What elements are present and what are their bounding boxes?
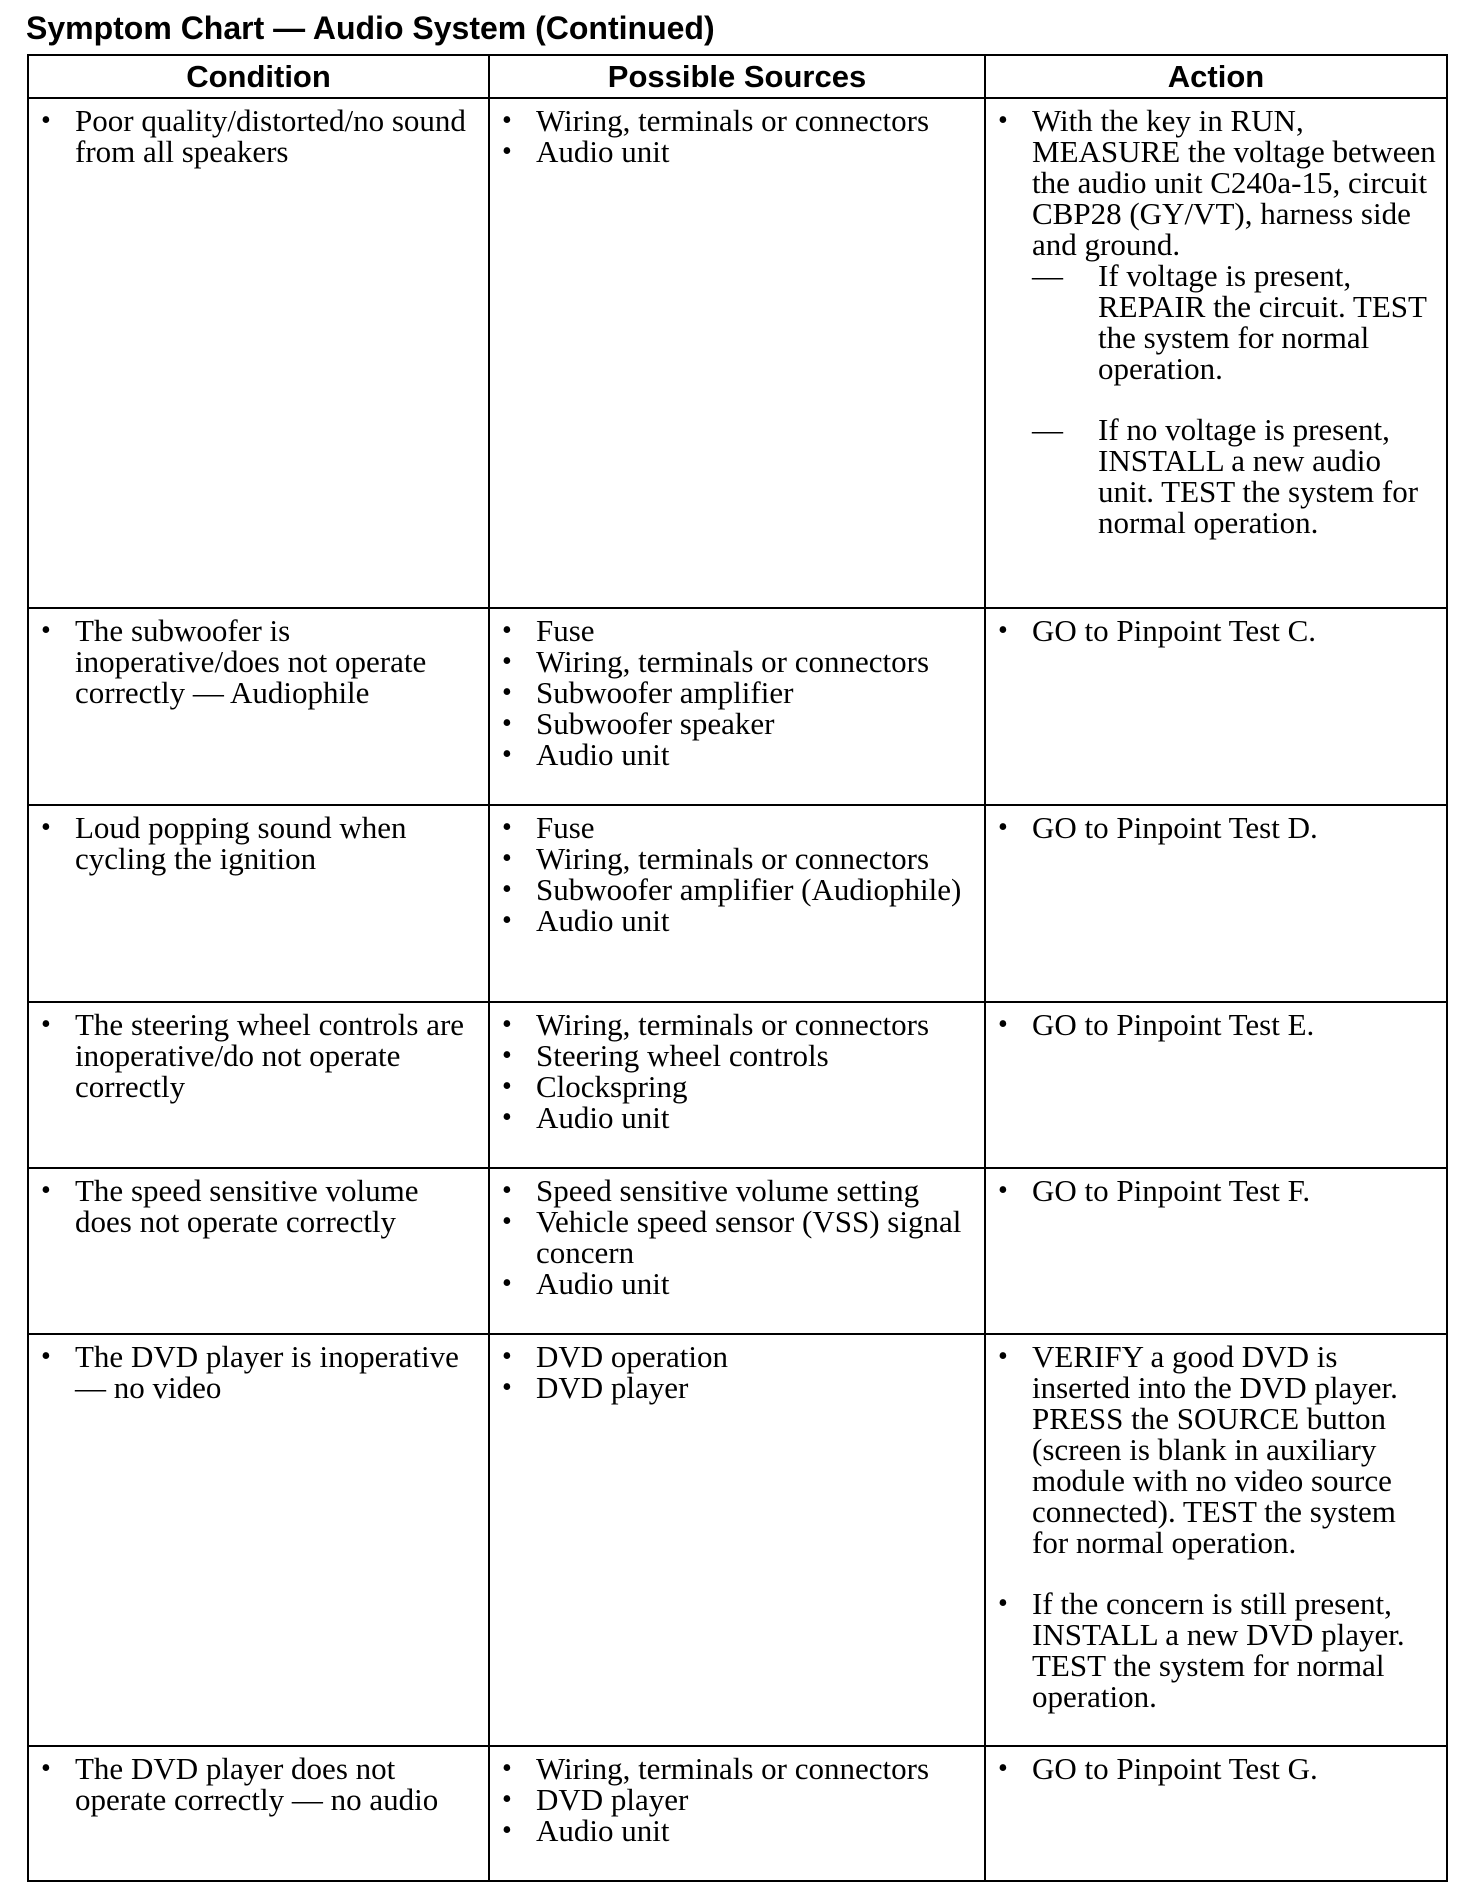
action-cell	[985, 608, 1447, 805]
source-item: • DVD player	[490, 1784, 974, 1815]
table-row	[28, 98, 1447, 608]
table-row	[28, 805, 1447, 1002]
symptom-chart-table	[27, 54, 1448, 1882]
action-subitem: — If voltage is present, REPAIR the circuit. TEST the system for normal operation.	[1032, 260, 1436, 384]
action-cell	[985, 805, 1447, 1002]
source-item: • Steering wheel controls	[490, 1040, 974, 1071]
source-item: • Audio unit	[490, 905, 974, 936]
sources-cell	[489, 1746, 985, 1881]
source-item: • DVD operation	[490, 1341, 974, 1372]
source-item: • Audio unit	[490, 136, 974, 167]
condition-text: • Poor quality/distorted/no sound from all speakers	[29, 105, 478, 167]
source-item: • Speed sensitive volume setting	[490, 1175, 974, 1206]
table-row	[28, 1746, 1447, 1881]
table-row	[28, 608, 1447, 805]
action-item: • GO to Pinpoint Test F.	[986, 1175, 1436, 1206]
sources-cell	[489, 98, 985, 608]
condition-text: • The speed sensitive volume does not operate correctly	[29, 1175, 478, 1237]
source-item: • Clockspring	[490, 1071, 974, 1102]
condition-text: • Loud popping sound when cycling the ignition	[29, 812, 478, 874]
source-item: • Fuse	[490, 615, 974, 646]
action-item	[986, 105, 1436, 538]
action-cell	[985, 1168, 1447, 1334]
action-item: • GO to Pinpoint Test C.	[986, 615, 1436, 646]
action-item: • VERIFY a good DVD is inserted into the DVD player. PRESS the SOURCE button (screen is blank in auxiliary module with no video source connected). TEST the system for normal operation.	[986, 1341, 1436, 1558]
action-item: • If the concern is still present, INSTALL a new DVD player. TEST the system for normal operation.	[986, 1588, 1436, 1712]
condition-cell	[28, 98, 489, 608]
action-item: • GO to Pinpoint Test E.	[986, 1009, 1436, 1040]
source-item: • DVD player	[490, 1372, 974, 1403]
header-row	[28, 55, 1447, 98]
condition-cell	[28, 608, 489, 805]
source-item: • Wiring, terminals or connectors	[490, 843, 974, 874]
page-title: Symptom Chart — Audio System (Continued)	[26, 10, 715, 46]
source-item: • Wiring, terminals or connectors	[490, 105, 974, 136]
condition-cell	[28, 1168, 489, 1334]
action-item: • GO to Pinpoint Test D.	[986, 812, 1436, 843]
action-subitem: — If no voltage is present, INSTALL a new audio unit. TEST the system for normal operation.	[1032, 414, 1436, 538]
sources-cell	[489, 805, 985, 1002]
source-item: • Audio unit	[490, 1102, 974, 1133]
source-item: • Subwoofer speaker	[490, 708, 974, 739]
sources-cell	[489, 1002, 985, 1168]
action-cell	[985, 98, 1447, 608]
condition-cell	[28, 1334, 489, 1746]
condition-cell	[28, 805, 489, 1002]
table-row	[28, 1334, 1447, 1746]
source-item: • Wiring, terminals or connectors	[490, 646, 974, 677]
action-text: With the key in RUN, MEASURE the voltage between the audio unit C240a-15, circuit CBP28 (GY/VT), harness side and ground.	[1032, 103, 1436, 262]
source-item: • Subwoofer amplifier (Audiophile)	[490, 874, 974, 905]
source-item: • Wiring, terminals or connectors	[490, 1753, 974, 1784]
header-action: Action	[985, 55, 1447, 98]
source-item: • Vehicle speed sensor (VSS) signal concern	[490, 1206, 974, 1268]
source-item: • Audio unit	[490, 1815, 974, 1846]
condition-text: • The subwoofer is inoperative/does not operate correctly — Audiophile	[29, 615, 478, 708]
condition-cell	[28, 1002, 489, 1168]
action-item: • GO to Pinpoint Test G.	[986, 1753, 1436, 1784]
header-possible-sources: Possible Sources	[489, 55, 985, 98]
action-cell	[985, 1334, 1447, 1746]
condition-text: • The DVD player is inoperative — no video	[29, 1341, 478, 1403]
source-item: • Wiring, terminals or connectors	[490, 1009, 974, 1040]
condition-cell	[28, 1746, 489, 1881]
condition-text: • The DVD player does not operate correctly — no audio	[29, 1753, 478, 1815]
source-item: • Audio unit	[490, 739, 974, 770]
source-item: • Fuse	[490, 812, 974, 843]
source-item: • Subwoofer amplifier	[490, 677, 974, 708]
sources-cell	[489, 1168, 985, 1334]
source-item: • Audio unit	[490, 1268, 974, 1299]
header-condition: Condition	[28, 55, 489, 98]
action-cell	[985, 1746, 1447, 1881]
table-row	[28, 1168, 1447, 1334]
sources-cell	[489, 1334, 985, 1746]
action-cell	[985, 1002, 1447, 1168]
sources-cell	[489, 608, 985, 805]
condition-text: • The steering wheel controls are inoperative/do not operate correctly	[29, 1009, 478, 1102]
table-row	[28, 1002, 1447, 1168]
